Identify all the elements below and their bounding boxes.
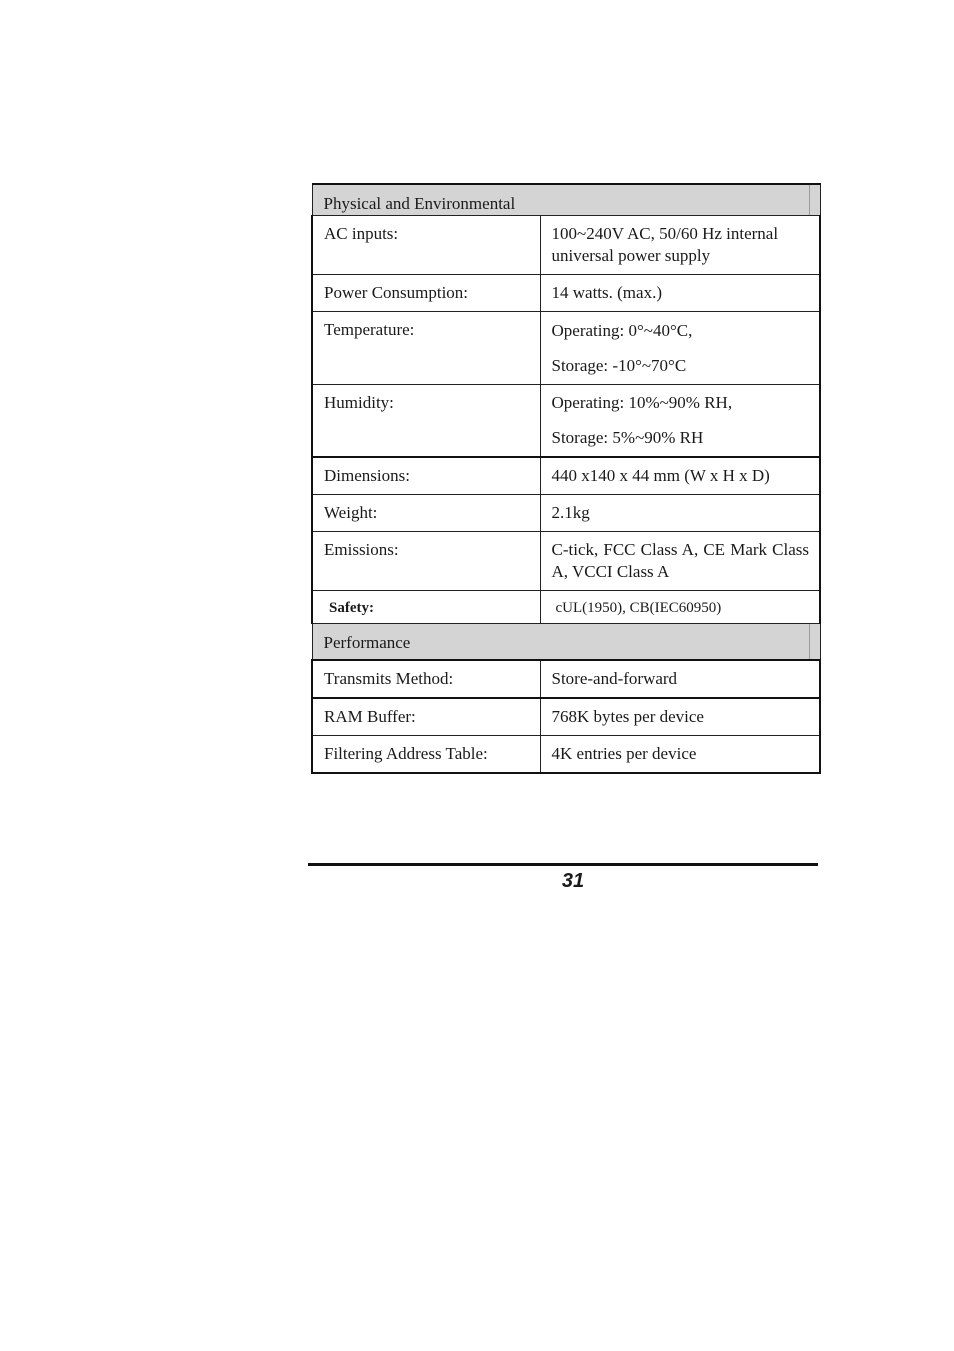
row-value [540,660,820,698]
row-value [540,275,820,312]
table-row-humidity [312,385,820,458]
value-line: cUL(1950), CB(IEC60950) [555,600,722,616]
row-label: Dimensions: [312,457,540,495]
table-row-weight [312,495,820,532]
row-value [540,457,820,495]
row-value [540,591,820,624]
section-header-performance [312,624,820,660]
row-label: Temperature: [312,312,540,385]
table-row-safety [312,591,820,624]
table-row-emissions [312,532,820,591]
row-label: AC inputs: [312,216,540,275]
value-line: 768K bytes per device [551,706,704,726]
value-line: 4K entries per device [551,743,697,763]
section-title: Performance [312,624,820,660]
row-value [540,312,820,385]
row-value [540,216,820,275]
table-row-filtering-address-table [312,735,820,773]
section-title: Physical and Environmental [312,184,820,216]
value-line: 2.1kg [551,503,590,522]
row-value [540,532,820,591]
value-line: 14 watts. (max.) [551,283,662,302]
row-label: Filtering Address Table: [312,735,540,773]
value-line: Store-and-forward [551,668,678,688]
row-label: Weight: [312,495,540,532]
row-label: Emissions: [312,532,540,591]
row-value [540,495,820,532]
table-row-dimensions [312,457,820,495]
value-line: 440 x140 x 44 mm (W x H x D) [551,466,770,485]
value-line: Storage: -10°~70°C [551,356,687,375]
row-value [540,698,820,736]
table-row-ac-inputs [312,216,820,275]
section-header-physical [312,184,820,216]
table-row-transmits-method [312,660,820,698]
value-line: Operating: 0°~40°C, [551,321,693,340]
value-line: Storage: 5%~90% RH [551,428,704,447]
value-line: 100~240V AC, 50/60 Hz internal universal power supply [551,224,779,265]
table-row-power-consumption [312,275,820,312]
spec-table [311,183,821,774]
table-row-temperature [312,312,820,385]
row-label: Power Consumption: [312,275,540,312]
value-line: C-tick, FCC Class A, CE Mark Class A, VCCI Class A [551,540,809,581]
row-value [540,385,820,458]
row-label: Transmits Method: [312,660,540,698]
row-label: Safety: [312,591,540,624]
row-label: Humidity: [312,385,540,458]
footer-rule [308,863,818,866]
row-value [540,735,820,773]
row-label: RAM Buffer: [312,698,540,736]
page-number: 31 [561,870,585,892]
value-line: Operating: 10%~90% RH, [551,393,733,412]
table-row-ram-buffer [312,698,820,736]
